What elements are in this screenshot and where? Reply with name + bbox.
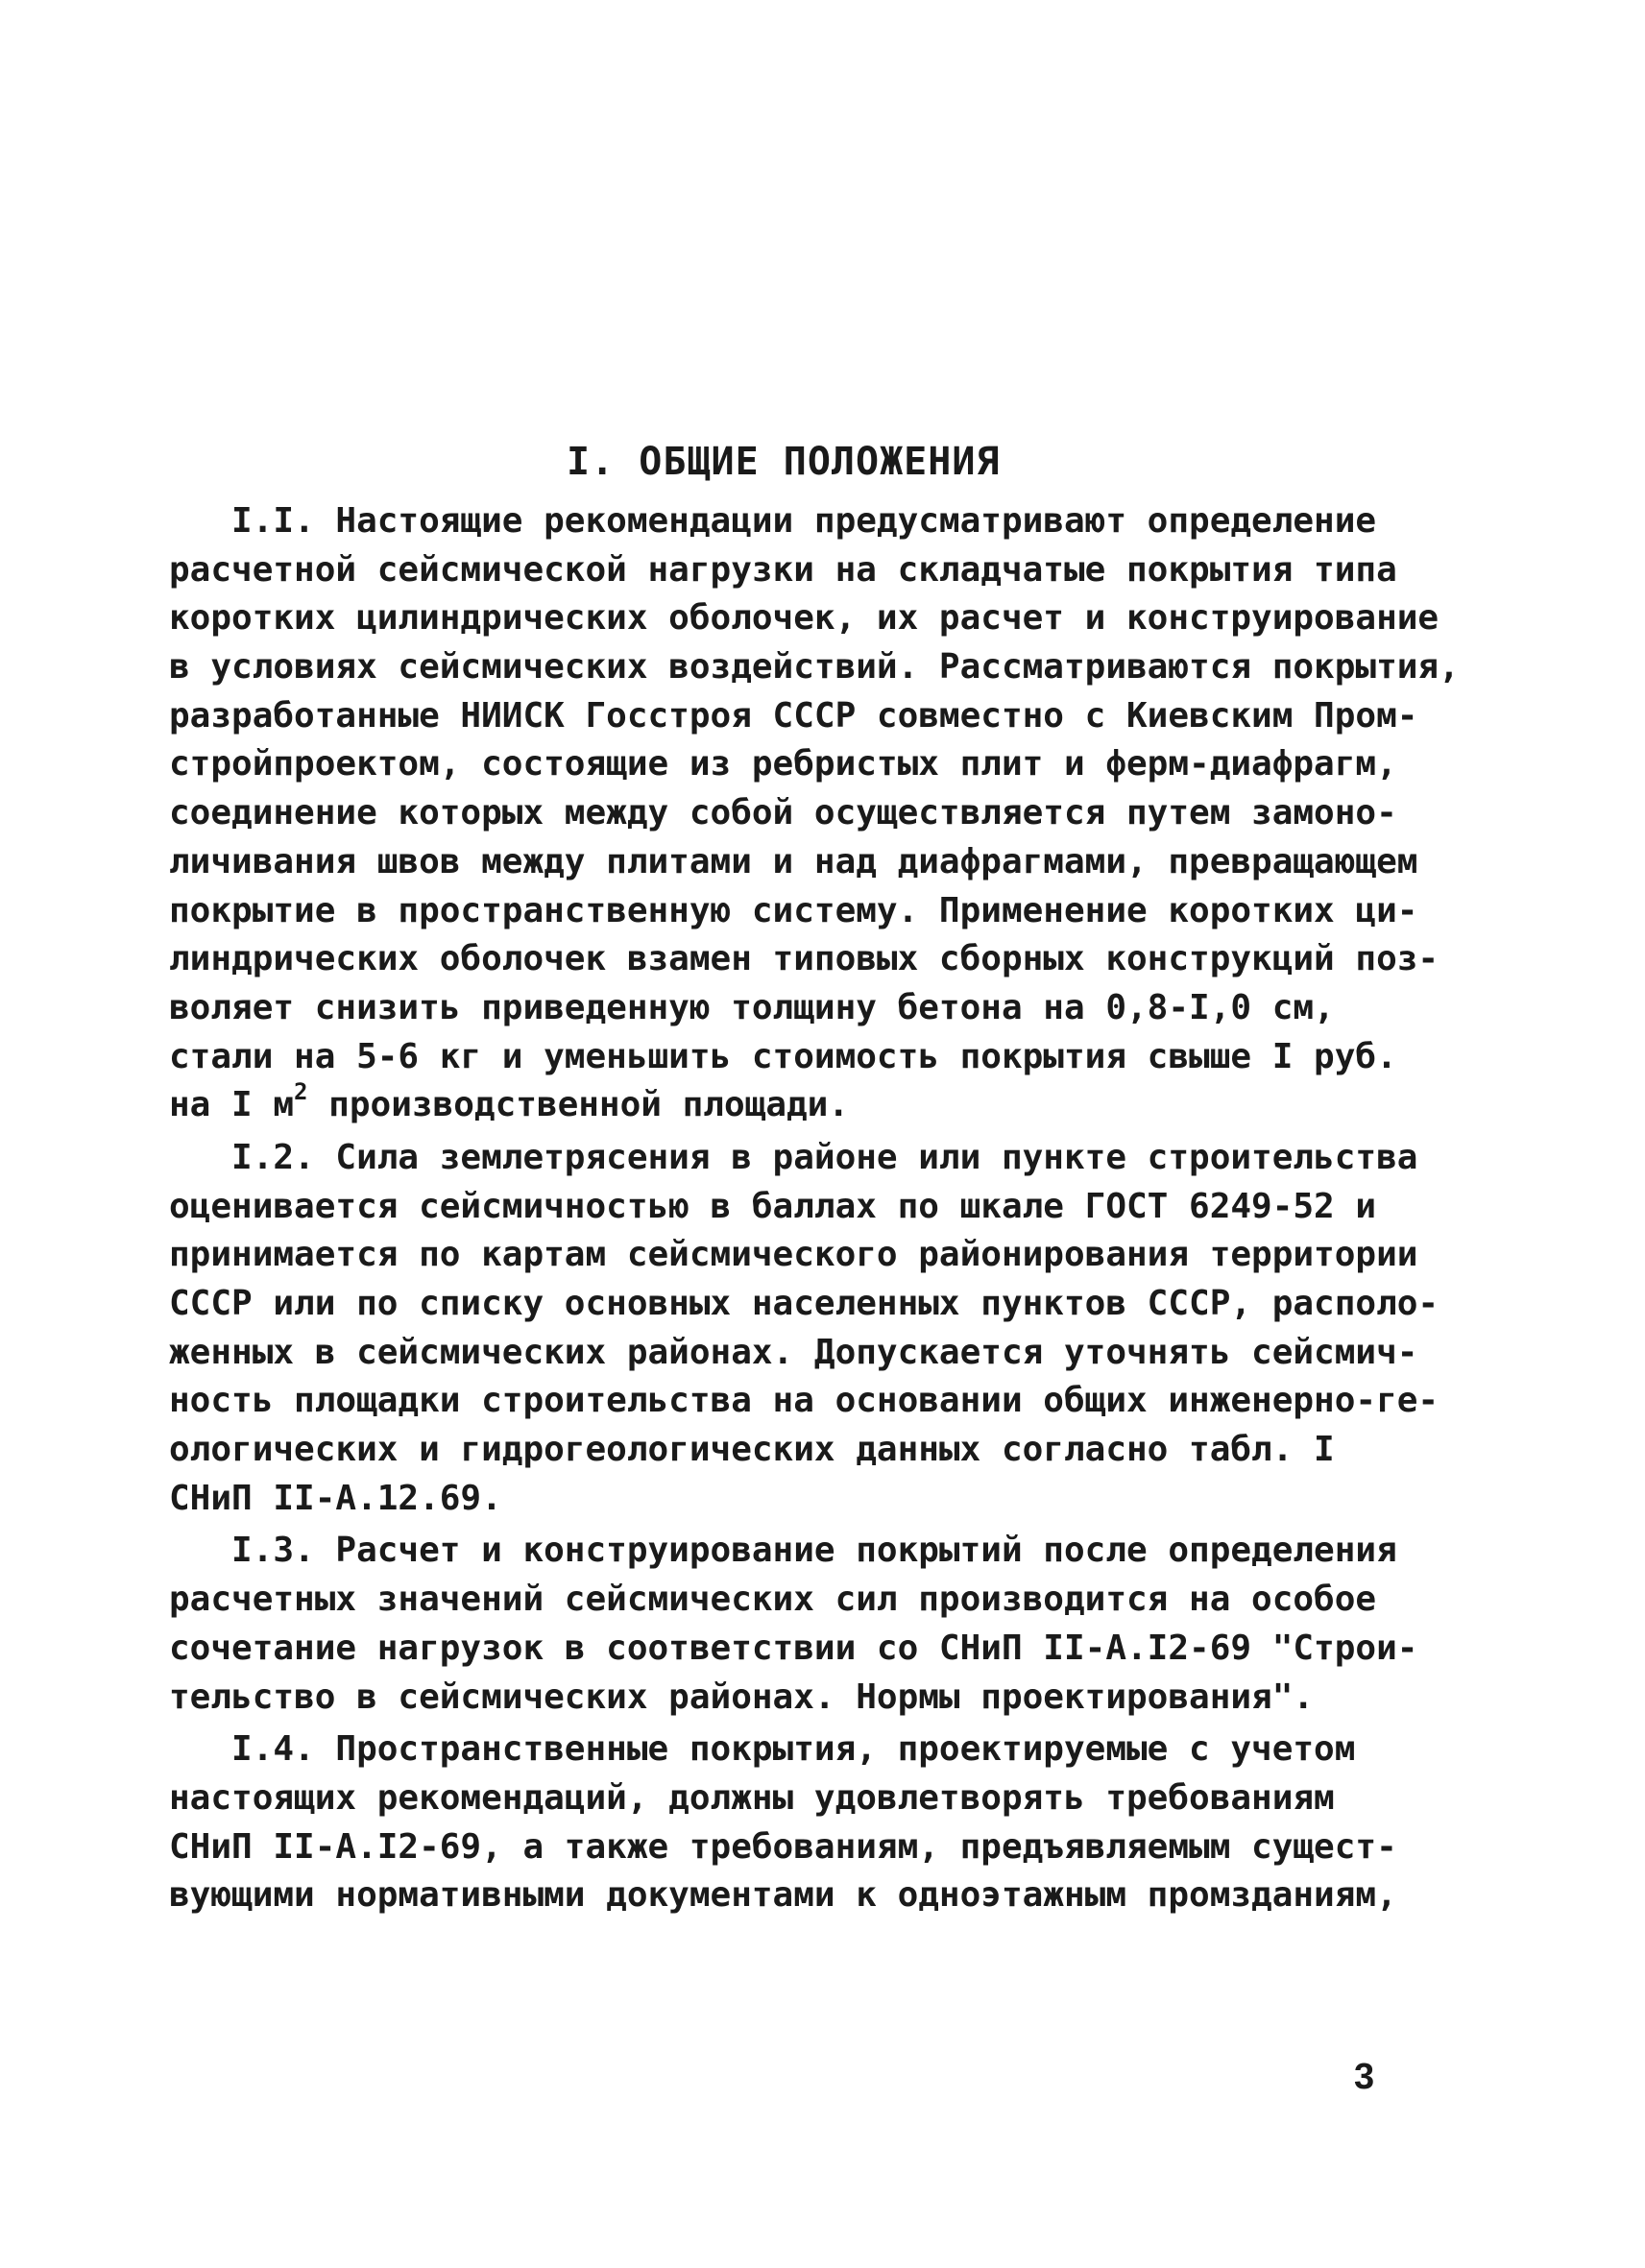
text-line: СССР или по списку основных населенных пунктов СССР, располо- xyxy=(169,1284,1439,1323)
text-line: соединение которых между собой осуществляется путем замоно- xyxy=(169,793,1397,833)
text-line: воляет снизить приведенную толщину бетона на 0,8-I,0 см, xyxy=(169,987,1335,1027)
text-line: СНиП II-А.I2-69, а также требованиям, предъявляемым сущест- xyxy=(169,1826,1397,1867)
text-line: разработанные НИИСК Госстроя СССР совместно с Киевским Пром- xyxy=(169,695,1418,736)
text-segment: на I м xyxy=(169,1085,295,1125)
text-line: ность площадки строительства на основании общих инженерно-ге- xyxy=(169,1381,1439,1421)
text-line: расчетных значений сейсмических сил производится на особое xyxy=(169,1580,1377,1620)
text-line: I.4. Пространственные покрытия, проектируемые с учетом xyxy=(169,1729,1356,1770)
text-line: I.I. Настоящие рекомендации предусматривают определение xyxy=(169,501,1377,541)
page-number: 3 xyxy=(1354,2057,1375,2097)
text-line-with-superscript xyxy=(169,1078,1494,1130)
text-line: личивания швов между плитами и над диафрагмами, превращающем xyxy=(169,841,1418,881)
text-line: ологических и гидрогеологических данных согласно табл. I xyxy=(169,1430,1335,1470)
text-segment: производственной площади. xyxy=(307,1085,850,1125)
text-line: принимается по картам сейсмического районирования территории xyxy=(169,1235,1418,1275)
text-line: I.3. Расчет и конструирование покрытий после определения xyxy=(169,1531,1397,1571)
text-line: настоящих рекомендаций, должны удовлетворять требованиям xyxy=(169,1777,1335,1818)
text-line: коротких цилиндрических оболочек, их расчет и конструирование xyxy=(169,598,1439,639)
text-line: стройпроектом, состоящие из ребристых плит и ферм-диафрагм, xyxy=(169,744,1397,784)
body-text xyxy=(169,497,1494,1920)
text-line: тельство в сейсмических районах. Нормы проектирования". xyxy=(169,1677,1315,1717)
text-line: I.2. Сила землетрясения в районе или пункте строительства xyxy=(169,1137,1418,1177)
text-line: сочетание нагрузок в соответствии со СНиП II-А.I2-69 "Строи- xyxy=(169,1628,1418,1668)
text-line: стали на 5-6 кг и уменьшить стоимость покрытия свыше I руб. xyxy=(169,1036,1397,1076)
text-line: женных в сейсмических районах. Допускается уточнять сейсмич- xyxy=(169,1332,1418,1372)
text-line: в условиях сейсмических воздействий. Рассматриваются покрытия, xyxy=(169,647,1460,688)
text-line: вующими нормативными документами к одноэтажным промзданиям, xyxy=(169,1875,1397,1916)
superscript: 2 xyxy=(294,1078,308,1106)
text-line: оценивается сейсмичностью в баллах по шкале ГОСТ 6249-52 и xyxy=(169,1186,1377,1226)
text-line: покрытие в пространственную систему. Применение коротких ци- xyxy=(169,890,1418,930)
text-line: линдрических оболочек взамен типовых сборных конструкций поз- xyxy=(169,939,1439,979)
text-line: расчетной сейсмической нагрузки на складчатые покрытия типа xyxy=(169,549,1397,590)
text-line: СНиП II-А.12.69. xyxy=(169,1478,502,1518)
section-heading: I. ОБЩИЕ ПОЛОЖЕНИЯ xyxy=(567,440,1001,484)
